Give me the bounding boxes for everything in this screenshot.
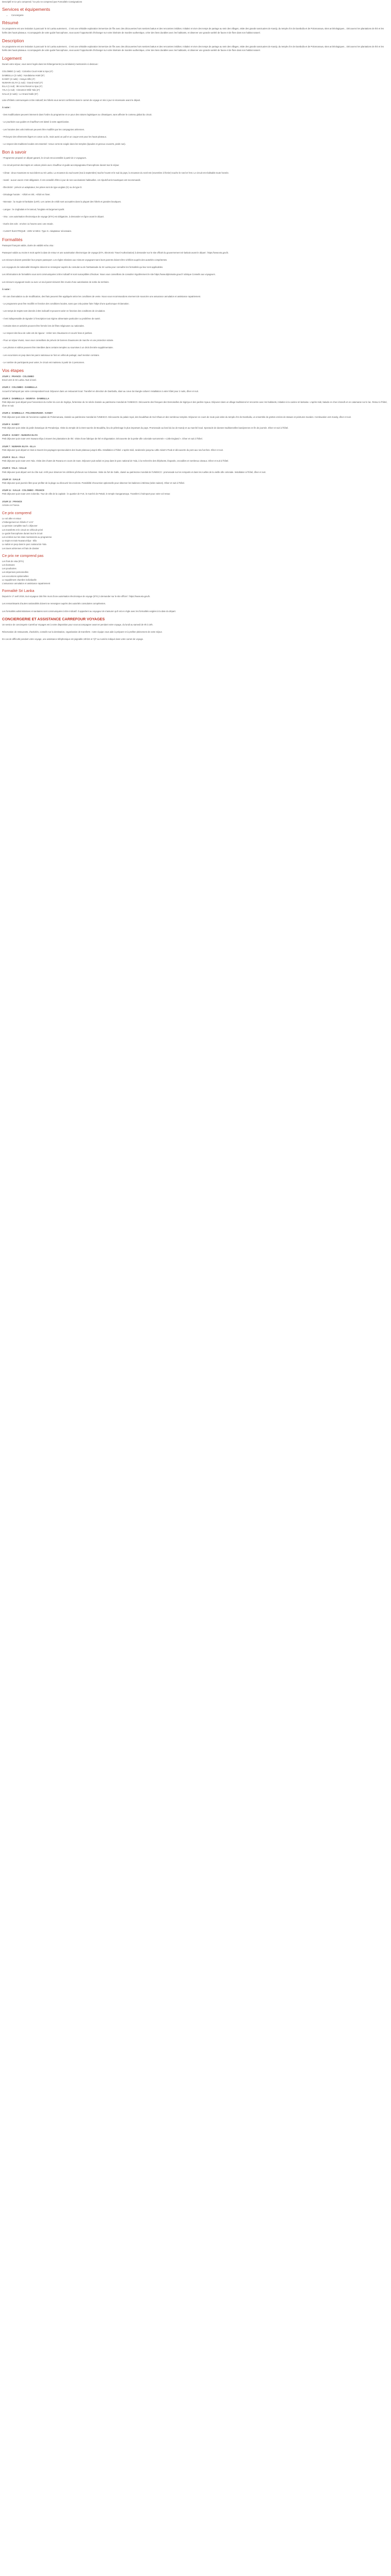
day-block — [2, 397, 389, 408]
day-block — [2, 411, 389, 418]
page — [0, 0, 391, 641]
day-block — [2, 488, 389, 496]
logement-list — [2, 70, 389, 95]
logement-line: KANDY (2 nuits) : Amaya Hills (4*) — [2, 77, 35, 80]
a-noter-2-paragraph: - Les photos et vidéos peuvent être interdites dans certains temples ou soumises à un droit d'entrée supplémentaire. — [2, 346, 113, 349]
day-label: JOUR 6 : KANDY - NUWARA ELIYA — [2, 434, 38, 437]
bon-a-savoir-paragraph: - Ce circuit permet des trajets en voiture privée avec chauffeur et guide-accompagnateur francophone durant tout le séjour. — [2, 164, 120, 167]
a-noter-paragraph: - Des modifications peuvent intervenir dans l'ordre du programme et ce pour des raisons logistiques ou climatiques, sans affecter le contenu global du circuit. — [2, 113, 152, 116]
prix-comprend-item: Le vol aller et retour — [2, 517, 22, 520]
day-text: Petit déjeuner puis départ vers la côte sud. Arrêt pour observer les célèbres pêcheurs sur échasses. Visite du fort de Galle, classé au patrimoine mondial de l'UNESCO : promenade sur les remparts et dans les ruelles de la vieille ville coloniale. Installation à l'hôtel, dîner et nuit. — [2, 470, 266, 473]
services-list — [2, 13, 389, 17]
a-noter-paragraph: - Le respect des traditions locales est essentiel : tenue correcte exigée dans les temples (épaules et genoux couverts, pieds nus). — [2, 143, 126, 146]
day-block — [2, 455, 389, 463]
day-label: JOUR 11 : GALLE - COLOMBO - FRANCE — [2, 489, 44, 492]
prix-comprend-item: Le trajet en train Nuwara Eliya - Ella — [2, 539, 37, 543]
logement-line: DAMBULLA (2 nuits) : Kandalama Hotel (5*) — [2, 74, 45, 77]
logement-line: YALA (1 nuit) : Cinnamon Wild Yala (4*) — [2, 89, 40, 92]
consignes-title: Formalité Sri Lanka — [2, 588, 35, 594]
day-block — [2, 433, 389, 440]
day-block — [2, 422, 389, 430]
formalites-paragraph: Les mineurs voyageant seuls ou avec un seul parent doivent être munis d'une autorisation de sortie du territoire. — [2, 280, 109, 283]
logement-intro: Durant votre séjour, vous serez logés dans les hébergements (ou similaires) mentionnés ci-dessous : — [2, 63, 99, 66]
consignes-paragraph: Les formalités administratives et sanitaires sont communiquées à titre indicatif. Il appartient au voyageur de s'assurer qu'il est en règle avec les formalités exigées à la date du départ. — [2, 609, 176, 613]
day-text: Petit déjeuner puis route vers Nuwara Eliya à travers les plantations de thé. Visite d'une fabrique de thé et dégustation. Découverte de la petite ville coloniale surnommée « Little England ». Dîner et nuit à l'hôtel. — [2, 437, 203, 440]
day-label: JOUR 2 : COLOMBO - DAMBULLA — [2, 386, 38, 389]
day-label: JOUR 10 : GALLE — [2, 478, 21, 481]
prix-ne-comprend-item: Les excursions optionnelles — [2, 574, 29, 578]
conciergerie-title: CONCIERGERIE ET ASSISTANCE CARREFOUR VOYAGES — [2, 616, 105, 621]
day-text: Petit déjeuner puis départ en train à travers les paysages spectaculaires des hauts plateaux jusqu'à Ella. Installation à l'hôtel. L'après-midi, randonnée jusqu'au Little Adam's Peak et découverte du pont aux neuf arches. Dîner et nuit. — [2, 448, 223, 451]
description-title: Description — [2, 38, 24, 43]
a-noter-2-paragraph: - Pour un séjour réussi, nous vous conseillons de prévoir de bonnes chaussures de marche et une protection solaire. — [2, 339, 114, 342]
a-noter-paragraph: - Le pourboire aux guides et chauffeurs est laissé à votre appréciation. — [2, 121, 70, 124]
prix-comprend-item: Les entrées sur les sites mentionnés au programme — [2, 536, 52, 539]
a-noter-2-title: À noter : — [2, 287, 11, 291]
tagline: Descriptif et Ce prix comprend / Ce prix ne comprend pas Formalités Consignations — [2, 1, 83, 3]
conciergerie-paragraph: En cas de difficulté pendant votre voyage, une assistance téléphonique est joignable 24h/24 et 7j/7 au numéro indiqué dans votre carnet de voyage. — [2, 638, 144, 641]
day-text: Accueil à l'aéroport par votre correspondant local. Déjeuner dans un restaurant local. Transfert en direction de Dambulla, situé au cœur du triangle culturel. Installation à votre hôtel pour 2 nuits, dîner et nuit. — [2, 389, 199, 393]
prix-comprend-item: Les taxes aériennes et frais de dossier — [2, 547, 39, 550]
day-text: Petit déjeuner puis visite de l'ancienne capitale de Polonnaruwa, classée au patrimoine mondial de l'UNESCO. Découverte du palais royal, des bouddhas de Gal Vihara et des nombreux temples. Déjeuner en cours de route puis visite du temple d'or de Dambulla, un ensemble de grottes ornées de statues et peintures murales. Continuation vers Kandy, dîner et nuit. — [2, 415, 351, 418]
day-text: Petit déjeuner puis route vers Colombo. Tour de ville de la capitale : le quartier de Fort, le marché de Pettah, le temple Gangaramaya. Transfert à l'aéroport pour votre vol retour. — [2, 493, 171, 496]
bon-a-savoir-paragraph: - CLIMAT ÉLECTRIQUE : 230V et 50Hz. Type G. Adaptateur nécessaire. — [2, 230, 72, 233]
a-noter-2-paragraph: - Le respect des lieux de culte est de rigueur : retirer ses chaussures et couvrir bras et jambes. — [2, 331, 93, 334]
logement-line: ELLA (1 nuit) : 98 Acres Resort & Spa (4*) — [2, 85, 42, 88]
prix-ne-comprend-item: Les pourboires — [2, 567, 17, 570]
bon-a-savoir-paragraph: - Climat : deux moussons se succèdent au Sri Lanka. La mousson du sud-ouest (mai à septembre) touche l'ouest et le sud du pays, la mousson du nord-est (novembre à février) touche le nord et l'est. Le circuit est réalisable toute l'année. — [2, 171, 229, 174]
prix-ne-comprend-item: Les frais de visa (ETA) — [2, 560, 24, 563]
consignes-paragraph: Depuis le 17 avril 2019, tout voyageur doit être muni d'une autorisation électronique de voyage (ETA) à demander sur le site officiel : https://www.eta.gov.lk. — [2, 595, 151, 598]
a-noter-2-paragraph: - Les excursions en jeep dans les parcs nationaux se font en véhicule partagé, sauf mention contraire. — [2, 353, 100, 357]
day-label: JOUR 3 : DAMBULLA - SIGIRIYA - DAMBULLA — [2, 397, 50, 400]
bon-a-savoir-paragraph: - Monnaie : la roupie sri-lankaise (LKR). Les cartes de crédit sont acceptées dans la plupart des hôtels et grandes boutiques. — [2, 200, 122, 204]
a-noter-title: À noter : — [2, 106, 11, 109]
day-label: JOUR 5 : KANDY — [2, 422, 20, 426]
formalites-list — [2, 244, 389, 284]
conciergerie-list — [2, 623, 389, 641]
day-text: Arrivée en France. — [2, 503, 20, 506]
logement-line: COLOMBO (1 nuit) : Colombo Court Hotel & Spa (4*) — [2, 70, 53, 73]
day-label: JOUR 8 : ELLA - YALA — [2, 456, 25, 459]
conciergerie-paragraph: Un service de conciergerie Carrefour Voyages est à votre disposition pour vous accompagner avant et pendant votre voyage, du lundi au samedi de 9h à 19h. — [2, 623, 153, 626]
prix-ne-comprend-title: Ce prix ne comprend pas — [2, 553, 44, 558]
a-noter-2-paragraph: - Les temps de trajets sont donnés à titre indicatif et peuvent varier en fonction des conditions de circulation. — [2, 310, 106, 313]
prix-comprend-item: Les transferts et le circuit en véhicule privé — [2, 528, 43, 531]
services-title: Services et équipements — [2, 7, 51, 12]
day-block — [2, 385, 389, 393]
consignes-list — [2, 595, 389, 613]
bon-a-savoir-list — [2, 156, 389, 233]
prix-ne-comprend-item: L'assurance annulation et assistance rapatriement — [2, 582, 51, 585]
day-text: Petit déjeuner puis journée libre pour profiter de la plage ou découvrir les environs. Possibilité d'excursion optionnelle pour observer les baleines à Mirissa (selon saison). Dîner et nuit à l'hôtel. — [2, 482, 185, 485]
day-label: JOUR 9 : YALA - GALLE — [2, 467, 27, 470]
day-block — [2, 478, 389, 485]
day-text: Petit déjeuner puis visite du jardin botanique de Peradeniya. Visite du temple de la Dent sacrée de Bouddha, lieu de pèlerinage le plus important du pays. Promenade au bord du lac de Kandy et au marché local. Spectacle de danses traditionnelles kandyennes en fin de journée. Dîner et nuit à l'hôtel. — [2, 426, 289, 429]
day-text: Petit déjeuner puis départ pour l'ascension du rocher du Lion de Sigiriya, forteresse du Ve siècle classée au patrimoine mondial de l'UNESCO. Découverte des fresques des Demoiselles de Sigiriya et des jardins royaux. Déjeuner dans un village traditionnel et rencontre avec les habitants, initiation à la cuisine sri-lankaise. L'après-midi, balade en char à bœufs et en catamaran sur le lac. Retour à l'hôtel, dîner et nuit. — [2, 400, 387, 408]
programme-days — [2, 375, 389, 507]
bon-a-savoir-paragraph: - Électricité : prévoir un adaptateur, les prises sont de type anglais (G) ou de type D. — [2, 186, 83, 189]
bon-a-savoir-paragraph: - Santé : aucun vaccin n'est obligatoire. Il est conseillé d'être à jour de ses vaccinations habituelles. Un répulsif anti-moustiques est recommandé. — [2, 178, 141, 181]
prix-comprend-item: La pension complète sauf 1 déjeuner — [2, 524, 38, 528]
services-item: • Conciergerie — [11, 13, 389, 17]
day-block — [2, 445, 389, 452]
prix-ne-comprend-list — [2, 560, 389, 585]
a-noter-2-paragraph: - Il est indispensable de signaler à l'inscription tout régime alimentaire particulier ou problème de santé. — [2, 317, 101, 320]
day-label: JOUR 12 : FRANCE — [2, 500, 22, 503]
programme-title: Vos étapes — [2, 367, 24, 373]
formalites-paragraph: Les informations de formalités vous sont communiquées à titre indicatif et sont susceptibles d'évoluer. Nous vous conseillons de consulter régulièrement le site https://www.diplomatie.gouv.fr rubrique Conseils aux voyageurs. — [2, 273, 216, 276]
formalites-paragraph: Passeport français valide, durée de validité et/ou visa : — [2, 244, 55, 247]
a-noter-2-paragraph: - En cas d'annulation ou de modification, des frais peuvent être appliqués selon les conditions de vente. Nous vous recommandons vivement de souscrire une assurance annulation et assistance rapatriement. — [2, 295, 201, 298]
day-block — [2, 466, 389, 473]
logement-line: GALLE (2 nuits) : Le Grand Galle (5*) — [2, 92, 38, 95]
prix-ne-comprend-item: Les dépenses personnelles — [2, 571, 28, 574]
resume-paragraph: Ce programme est une invitation à parcourir le Sri Lanka autrement... C'est une véritable exploration immersive de l'île avec des découvertes hors sentiers battus et des rencontres inédites. Initialez et vivre des temps de partage au sein des villages, visite des grands sanctuaires de Kandy, du temple d'or de Dambulla et de Polonnaruwa, sites archéologiques... Découvrez les plantations de thé et les forêts des hauts plateaux. Accompagnés de votre guide francophone, vous aurez l'opportunité d'échanger sur votre itinéraire de manière authentique, créer des liens durables avec les habitants, et observer une grande variété de faune et de flore dans son habitat naturel. — [2, 27, 384, 34]
a-noter-list — [2, 113, 389, 146]
day-block — [2, 500, 389, 507]
consignes-paragraph: Les ressortissants d'autres nationalités doivent se renseigner auprès des autorités consulaires compétentes. — [2, 602, 106, 605]
day-text: Envol vers le Sri Lanka. Nuit à bord. — [2, 379, 37, 382]
prix-comprend-item: Le guide francophone durant tout le circuit — [2, 532, 43, 535]
a-noter-paragraph: - Les horaires des vols intérieurs peuvent être modifiés par les compagnies aériennes. — [2, 128, 85, 131]
logement-note: Liste d'hôtels communiquée à titre indicatif, les hôtels vous seront confirmés dans le carnet de voyage et mis à jour si nécessaire avant le départ. — [2, 98, 141, 101]
a-noter-2-paragraph: - Le programme peut être modifié en fonction des conditions locales, sans que cela puisse faire l'objet d'une quelconque réclamation. — [2, 302, 129, 306]
bon-a-savoir-paragraph: - Programme proposé en départ garanti, le circuit est accessible à partir de 2 voyageurs. — [2, 157, 87, 160]
a-noter-2-paragraph: - Le nombre de participants peut varier, le circuit est maintenu à partir de 2 personnes. — [2, 361, 85, 364]
description-paragraph: Ce programme est une invitation à parcourir le Sri Lanka autrement... C'est une véritable exploration immersive de l'île avec des découvertes hors sentiers battus et des rencontres inédites. Initialez et vivre des temps de partage au sein des villages, visite des grands sanctuaires de Kandy, du temple d'or de Dambulla et de Polonnaruwa, sites archéologiques... Découvrez les plantations de thé et les forêts des hauts plateaux. Accompagnés de votre guide francophone, vous aurez l'opportunité d'échanger sur votre itinéraire de manière authentique, créer des liens durables avec les habitants, et observer une grande variété de faune et de flore dans son habitat naturel. — [2, 45, 384, 52]
day-text: Petit déjeuner puis route vers Yala. Visite des chutes de Ravana en cours de route. Déjeuner puis safari en jeep dans le parc national de Yala, à la recherche des éléphants, léopards, crocodiles et nombreux oiseaux. Dîner et nuit à l'hôtel. — [2, 460, 229, 463]
day-label: JOUR 4 : DAMBULLA - POLONNARUWA - KANDY — [2, 412, 53, 415]
bon-a-savoir-paragraph: - Décalage horaire : +3h30 en été, +4h30 en hiver. — [2, 193, 51, 196]
a-noter-2-list — [2, 295, 389, 364]
prix-comprend-item: Le safari en jeep dans le parc national de Yala — [2, 543, 46, 546]
prix-ne-comprend-item: Les boissons — [2, 564, 15, 567]
bon-a-savoir-title: Bon à savoir — [2, 149, 27, 155]
a-noter-2-paragraph: - Certains sites et activités peuvent être fermés lors de fêtes religieuses ou nationales. — [2, 324, 85, 327]
prix-comprend-item: L'hébergement en hôtels 4* et 5* — [2, 521, 34, 524]
conciergerie-paragraph: Réservation de restaurants, d'activités, conseils sur la destination, organisation de transferts : notre équipe vous aide à préparer et à profiter pleinement de votre séjour. — [2, 631, 162, 634]
formalites-paragraph: Les voyageurs de nationalité étrangère doivent se renseigner auprès du consulat ou de l'ambassade du Sri Lanka pour connaître les formalités qui leur sont applicables. — [2, 266, 164, 269]
logement-line: NUWARA ELIYA (1 nuit) : Grand Hotel (4*) — [2, 81, 43, 84]
bon-a-savoir-paragraph: - Langue : le cinghalais et le tamoul, l'anglais est largement parlé. — [2, 208, 65, 211]
formalites-title: Formalités — [2, 236, 23, 242]
day-block — [2, 375, 389, 382]
prix-comprend-list — [2, 517, 389, 550]
formalites-paragraph: Passeport valide au moins 6 mois après la date de retour et une autorisation électronique de voyage (ETA, Electronic Travel Authorization) à demander sur le site officiel du gouvernement sri-lankais avant le départ : https://www.eta.gov.lk. — [2, 251, 229, 254]
prix-comprend-title: Ce prix comprend — [2, 511, 31, 516]
resume-title: Résumé — [2, 20, 19, 26]
bon-a-savoir-paragraph: - Durée des vols : environ 11 heures avec une escale. — [2, 223, 54, 226]
formalites-paragraph: Les mineurs doivent posséder leur propre passeport. Les règles relatives aux mineurs voyageant sans leurs parents doivent être vérifiées auprès des autorités compétentes. — [2, 258, 168, 261]
day-label: JOUR 7 : NUWARA ELIYA - ELLA — [2, 445, 36, 448]
a-noter-paragraph: - Prévoyez des vêtements légers en coton ou lin, mais aussi un pull et un coupe-vent pour les hauts plateaux. — [2, 135, 107, 138]
day-label: JOUR 1 : FRANCE - COLOMBO — [2, 375, 34, 378]
prix-ne-comprend-item: Le supplément chambre individuelle — [2, 578, 37, 581]
bon-a-savoir-paragraph: - Visa : une autorisation électronique de voyage (ETA) est obligatoire, à demander en ligne avant le départ. — [2, 215, 104, 218]
logement-title: Logement — [2, 56, 22, 61]
